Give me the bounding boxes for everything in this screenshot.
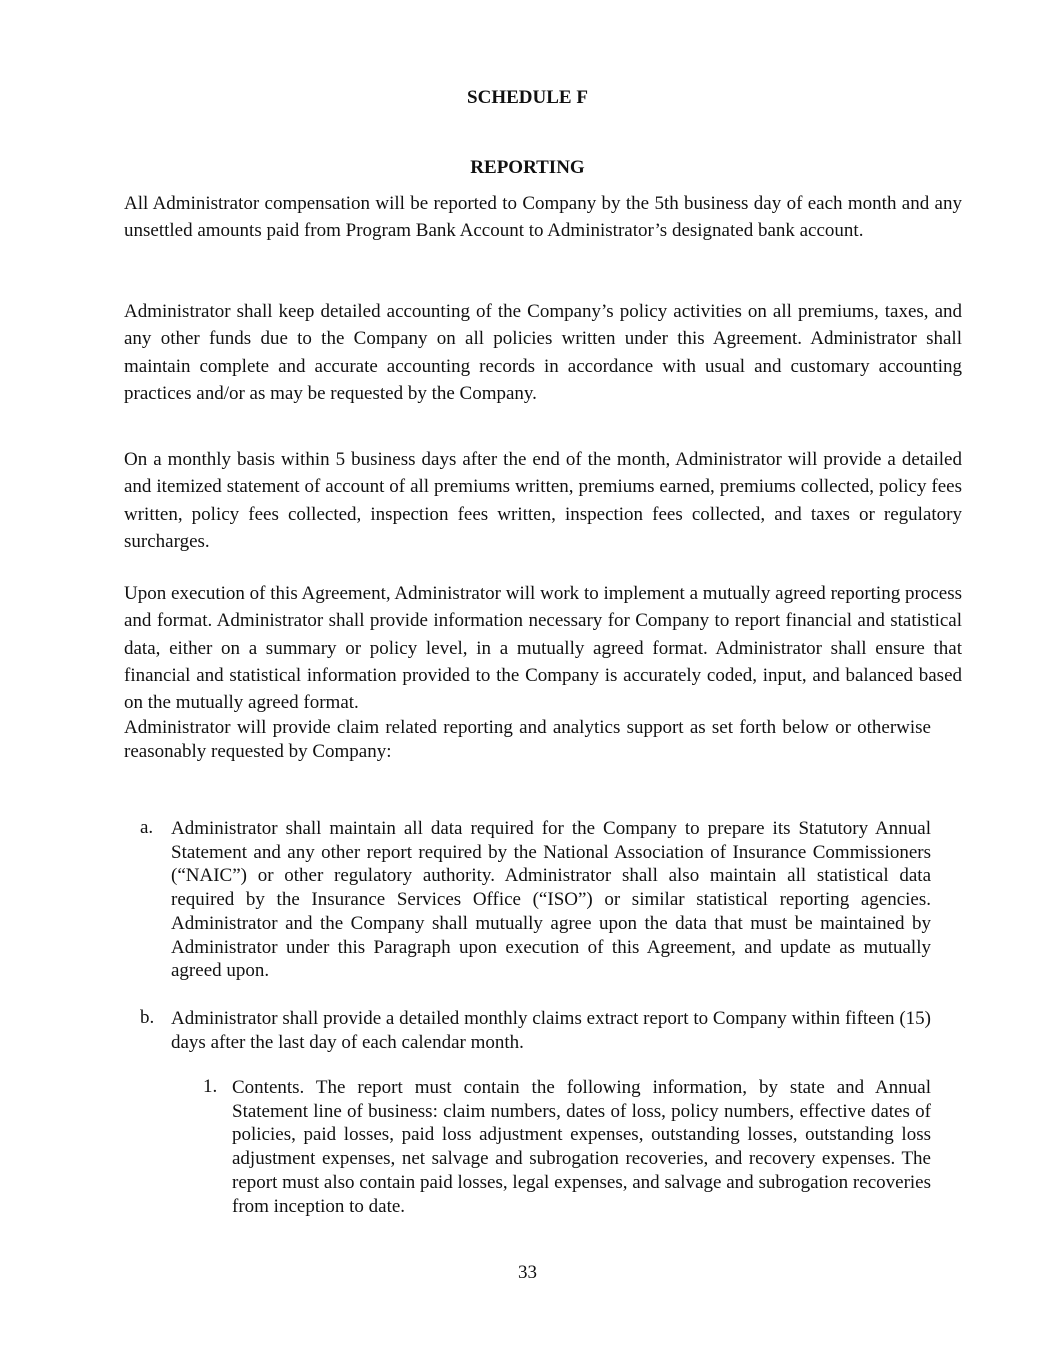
page-number: 33: [518, 1262, 537, 1283]
paragraph-claim-reporting: Administrator will provide claim related reporting and analytics support as set forth below or otherwise reasonably requested by Company:: [124, 717, 931, 762]
list-marker: a.: [140, 817, 154, 838]
paragraph-accounting: Administrator shall keep detailed accounting of the Company’s policy activities on all premiums, taxes, and any other funds due to the Company on all policies written under this Agreement. Administrator shall maintain complete and accurate accounting records in accordance with usual and customary accounting practices and/or as may be requested by the Company.: [124, 301, 962, 404]
list-item-text: Administrator shall maintain all data required for the Company to prepare its Statutory Annual Statement and any other report required by the National Association of Insurance Commissioners (“NAIC”) or other regulatory authority. Administrator shall also maintain all statistical data required by the Insurance Services Office (“ISO”) or similar statistical reporting agencies. Administrator and the Company shall mutually agree upon the data that must be maintained by Administrator under this Paragraph upon execution of this Agreement, and update as mutually agreed upon.: [171, 818, 931, 982]
sublist-item-text: Contents. The report must contain the following information, by state and Annual Statement line of business: claim numbers, dates of loss, policy numbers, effective dates of policies, paid losses, paid loss adjustment expenses, outstanding losses, outstanding loss adjustment expenses, net salvage and subrogation recoveries, and recovery expenses. The report must also contain paid losses, legal expenses, and salvage and subrogation recoveries from inception to date.: [232, 1077, 931, 1217]
schedule-title: SCHEDULE F: [467, 87, 588, 108]
list-marker: b.: [140, 1007, 155, 1028]
list-item-text: Administrator shall provide a detailed monthly claims extract report to Company within fifteen (15) days after the last day of each calendar month.: [171, 1008, 931, 1053]
section-title: REPORTING: [470, 157, 585, 178]
paragraph-reporting-process: Upon execution of this Agreement, Administrator will work to implement a mutually agreed reporting process and format. Administrator shall provide information necessary for Company to report financial and statistical data, either on a summary or policy level, in a mutually agreed format. Administrator shall ensure that financial and statistical information provided to the Company is accurately coded, input, and balanced based on the mutually agreed format.: [124, 583, 962, 714]
paragraph-compensation: All Administrator compensation will be reported to Company by the 5th business day of each month and any unsettled amounts paid from Program Bank Account to Administrator’s designated bank account.: [124, 193, 962, 242]
paragraph-monthly-statement: On a monthly basis within 5 business days after the end of the month, Administrator will provide a detailed and itemized statement of account of all premiums written, premiums earned, premiums collected, policy fees written, policy fees collected, inspection fees written, inspection fees collected, and taxes or regulatory surcharges.: [124, 449, 962, 552]
sublist-marker: 1.: [203, 1076, 218, 1097]
